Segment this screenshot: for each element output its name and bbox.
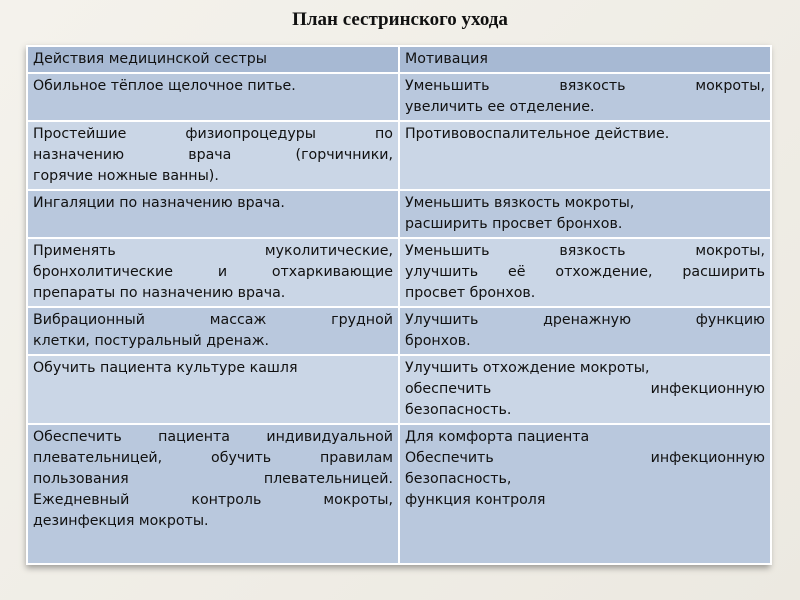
motivation-line: Уменьшить вязкость мокроты, [405,243,765,259]
motivation-cell [399,73,771,121]
motivation-cell [399,238,771,307]
header-motivation: Мотивация [399,46,771,73]
action-line: Обильное тёплое щелочное питье. [33,78,296,94]
table-row [27,307,771,355]
motivation-line: Улучшить отхождение мокроты, [405,360,650,376]
action-line: Ингаляции по назначению врача. [33,195,285,211]
table-header-row [27,46,771,73]
motivation-line: увеличить ее отделение. [405,99,595,115]
motivation-cell [399,307,771,355]
table-row [27,355,771,424]
motivation-cell [399,190,771,238]
motivation-line: просвет бронхов. [405,285,536,301]
motivation-line: безопасность, [405,471,512,487]
action-line: Простейшие физиопроцедуры по [33,126,393,142]
table-row [27,424,771,564]
action-line: назначению врача (горчичники, [33,147,393,163]
action-cell [27,307,399,355]
table-row [27,121,771,190]
motivation-line: Улучшить дренажную функцию [405,312,765,328]
motivation-line: бронхов. [405,333,471,349]
action-line: Обеспечить пациента индивидуальной [33,429,393,445]
motivation-line: Обеспечить инфекционную [405,450,765,466]
table-row [27,73,771,121]
action-line: Ежедневный контроль мокроты, [33,492,393,508]
action-cell [27,424,399,564]
action-line: Применять муколитические, [33,243,393,259]
motivation-line: Противовоспалительное действие. [405,126,670,142]
action-cell [27,238,399,307]
action-line: плевательницей, обучить правилам [33,450,393,466]
motivation-cell [399,121,771,190]
action-line: горячие ножные ванны). [33,168,219,184]
page-title: План сестринского ухода [292,9,508,30]
motivation-cell [399,355,771,424]
motivation-line: функция контроля [405,492,546,508]
action-cell [27,73,399,121]
action-line: пользования плевательницей. [33,471,393,487]
action-line: бронхолитические и отхаркивающие [33,264,393,280]
motivation-line: безопасность. [405,402,512,418]
motivation-line: Уменьшить вязкость мокроты, [405,78,765,94]
action-cell [27,355,399,424]
action-line: дезинфекция мокроты. [33,513,209,529]
action-line: Вибрационный массаж грудной [33,312,393,328]
action-line: Обучить пациента культуре кашля [33,360,298,376]
motivation-line: обеспечить инфекционную [405,381,765,397]
care-plan-table [26,45,772,565]
motivation-cell [399,424,771,564]
action-cell [27,190,399,238]
table-row [27,238,771,307]
table-row [27,190,771,238]
motivation-line: Для комфорта пациента [405,429,590,445]
motivation-line: улучшить её отхождение, расширить [405,264,765,280]
action-cell [27,121,399,190]
care-plan-table-wrapper [26,45,770,565]
motivation-line: Уменьшить вязкость мокроты, [405,195,635,211]
motivation-line: расширить просвет бронхов. [405,216,623,232]
action-line: клетки, постуральный дренаж. [33,333,269,349]
action-line: препараты по назначению врача. [33,285,286,301]
header-actions: Действия медицинской сестры [27,46,399,73]
